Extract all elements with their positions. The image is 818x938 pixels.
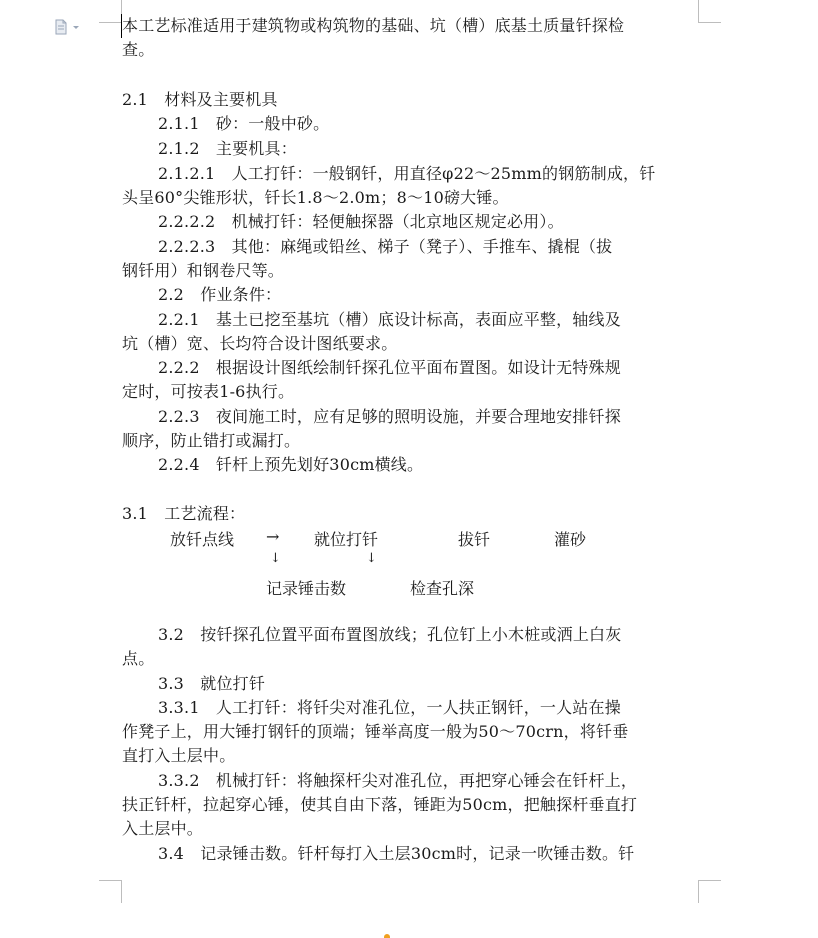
body-line: 2.2.2.3 其他：麻绳或铅丝、梯子（凳子）、手推车、撬棍（拔: [158, 237, 613, 256]
body-line: 点。: [122, 649, 155, 668]
margin-corner-top-right: [698, 0, 721, 23]
body-line: 头呈60°尖锥形状，钎长1.8～2.0m；8～10磅大锤。: [122, 188, 509, 207]
margin-corner-bottom-right: [698, 880, 721, 903]
flow-arrow-right-icon: →: [266, 527, 280, 546]
margin-corner-bottom-left: [99, 880, 122, 903]
flow-step-stake-out: 放钎点线: [170, 530, 235, 549]
body-line: 2.2.3 夜间施工时，应有足够的照明设施，并要合理地安排钎探: [158, 407, 621, 426]
body-line: 3.4 记录锤击数。钎杆每打入土层30cm时，记录一吹锤击数。钎: [158, 844, 635, 863]
body-line: 2.1.2.1 人工打钎：一般钢钎，用直径φ22～25mm的钢筋制成，钎: [158, 164, 656, 183]
flow-arrow-down-icon: ↓: [270, 551, 281, 566]
scroll-indicator-icon: [384, 934, 390, 938]
body-line: 2.2 作业条件：: [158, 285, 282, 304]
body-line: 3.3 就位打钎: [158, 674, 266, 693]
body-line: 2.1.2 主要机具：: [158, 139, 297, 158]
flow-step-pull-rod: 拔钎: [458, 530, 491, 549]
body-line: 2.2.2.2 机械打钎：轻便触探器（北京地区规定必用）。: [158, 212, 564, 231]
body-line: 扶正钎杆，拉起穿心锤，使其自由下落，锤距为50cm，把触探杆垂直打: [122, 795, 638, 814]
body-line: 作凳子上，用大锤打钢钎的顶端；锤举高度一般为50～70crn，将钎垂: [122, 722, 629, 741]
body-line: 直打入土层中。: [122, 746, 236, 765]
body-line: 顺序，防止错打或漏打。: [122, 431, 301, 450]
document-icon[interactable]: [54, 19, 82, 35]
section-heading: 2.1 材料及主要机具: [122, 90, 278, 109]
body-line: 查。: [122, 40, 155, 59]
flow-step-fill-sand: 灌砂: [554, 530, 587, 549]
body-line: 2.2.2 根据设计图纸绘制钎探孔位平面布置图。如设计无特殊规: [158, 358, 621, 377]
body-line: 2.2.1 基土已挖至基坑（槽）底设计标高，表面应平整，轴线及: [158, 310, 621, 329]
flow-arrow-down-icon: ↓: [366, 551, 377, 566]
body-line: 3.2 按钎探孔位置平面布置图放线；孔位钉上小木桩或洒上白灰: [158, 625, 622, 644]
body-line: 钢钎用）和钢卷尺等。: [122, 261, 285, 280]
body-line: 坑（槽）宽、长均符合设计图纸要求。: [122, 334, 398, 353]
body-line: 2.2.4 钎杆上预先划好30cm横线。: [158, 455, 424, 474]
body-line: 定时，可按表1-6执行。: [122, 382, 295, 401]
section-heading: 3.1 工艺流程：: [122, 504, 246, 523]
body-line: 2.1.1 砂：一般中砂。: [158, 114, 330, 133]
flow-step-record-blows: 记录锤击数: [266, 579, 347, 598]
margin-corner-top-left: [99, 0, 122, 23]
body-line: 入土层中。: [122, 819, 204, 838]
flow-step-check-depth: 检查孔深: [410, 579, 475, 598]
body-line: 3.3.1 人工打钎：将钎尖对准孔位，一人扶正钢钎，一人站在操: [158, 698, 621, 717]
body-line: 3.3.2 机械打钎：将触探杆尖对准孔位，再把穿心锤会在钎杆上，: [158, 771, 638, 790]
flow-step-position-drive: 就位打钎: [314, 530, 379, 549]
body-line: 本工艺标准适用于建筑物或构筑物的基础、坑（槽）底基土质量钎探检: [122, 16, 625, 35]
